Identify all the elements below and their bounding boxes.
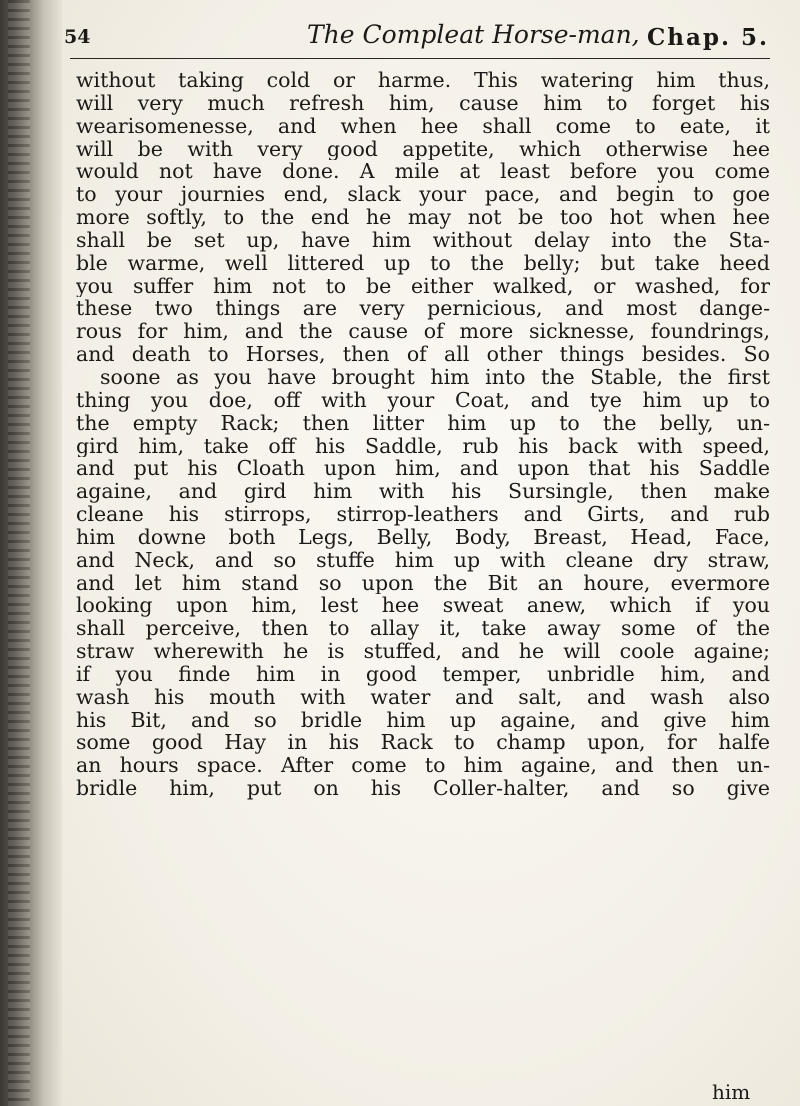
text-line: soone as you have brought him into the Stable, the first [100, 365, 770, 389]
text-line: shall be set up, have him without delay into the Sta- [76, 228, 770, 252]
chapter-heading: Chap. 5. [647, 24, 770, 51]
text-line: to your journies end, slack your pace, and begin to goe [76, 183, 770, 207]
text-line: without taking cold or harme. This watering him thus, [76, 69, 770, 92]
text-line: wash his mouth with water and salt, and wash also [76, 685, 770, 709]
text-line: an hours space. After come to him againe, and then un- [76, 754, 770, 778]
text-line: and let him stand so upon the Bit an houre, evermore [76, 571, 770, 595]
book-page [62, 0, 800, 1106]
text-line: againe, and gird him with his Sursingle, then make [76, 480, 770, 504]
text-line: and put his Cloath upon him, and upon that his Saddle [76, 457, 770, 481]
text-line: some good Hay in his Rack to champ upon, for halfe [76, 731, 770, 755]
text-line: thing you doe, off with your Coat, and tye him up to [76, 388, 770, 412]
catchword: him [712, 1080, 751, 1104]
text-line: more softly, to the end he may not be too hot when hee [76, 206, 770, 229]
text-line: wearisomenesse, and when hee shall come to eate, it [76, 114, 770, 138]
book-binding [0, 0, 62, 1106]
text-line: and death to Horses, then of all other things besides. So [76, 343, 770, 366]
text-line: will be with very good appetite, which otherwise hee [76, 137, 770, 161]
page-number: 54 [64, 26, 91, 48]
text-line: looking upon him, lest hee sweat anew, which if you [76, 594, 770, 618]
text-line: these two things are very pernicious, and most dange- [76, 297, 770, 321]
text-line: would not have done. A mile at least before you come [76, 160, 770, 184]
text-line: and Neck, and so stuffe him up with cleane dry straw, [76, 548, 770, 572]
text-line: you suffer him not to be either walked, or washed, for [76, 274, 770, 298]
body-text [76, 69, 770, 800]
running-title: The Compleat Horse-man, [307, 20, 640, 49]
text-line: ble warme, well littered up to the belly; but take heed [76, 251, 770, 275]
text-line: gird him, take off his Saddle, rub his back with speed, [76, 434, 770, 458]
text-line: will very much refresh him, cause him to forget his [76, 91, 770, 115]
text-line: bridle him, put on his Coller-halter, and so give [76, 777, 770, 800]
text-line: the empty Rack; then litter him up to the belly, un- [76, 411, 770, 435]
text-line: rous for him, and the cause of more sicknesse, foundrings, [76, 320, 770, 344]
text-line: if you finde him in good temper, unbridle him, and [76, 662, 770, 686]
text-line: straw wherewith he is stuffed, and he will coole againe; [76, 640, 770, 663]
text-line: him downe both Legs, Belly, Body, Breast, Head, Face, [76, 525, 770, 549]
text-line: cleane his stirrops, stirrop-leathers and Girts, and rub [76, 503, 770, 526]
header-rule [70, 58, 770, 59]
text-line: shall perceive, then to allay it, take away some of the [76, 617, 770, 641]
binding-stitching [8, 0, 30, 1106]
text-line: his Bit, and so bridle him up againe, and give him [76, 708, 770, 732]
